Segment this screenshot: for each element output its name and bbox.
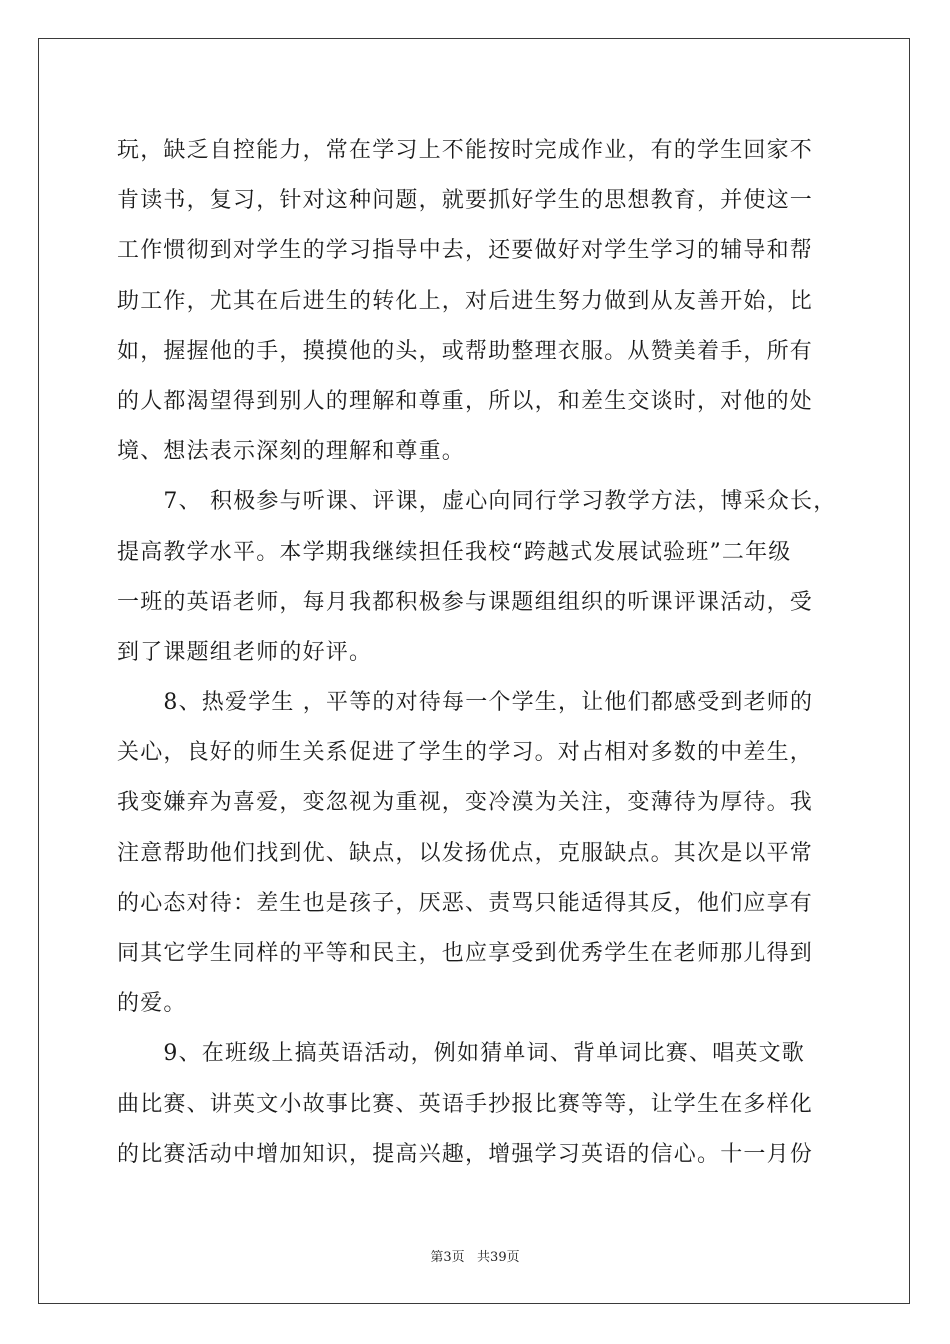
text-line: 的心态对待：差生也是孩子，厌恶、责骂只能适得其反，他们应享有: [117, 890, 814, 916]
text-line: 提高教学水平。本学期我继续担任我校“跨越式发展试验班”二年级: [117, 539, 792, 565]
text-line: 的人都渴望得到别人的理解和尊重，所以，和差生交谈时，对他的处: [117, 388, 814, 414]
text-line: 到了课题组老师的好评。: [117, 639, 373, 665]
document-body: [117, 126, 835, 1180]
text-line: 如，握握他的手，摸摸他的头，或帮助整理衣服。从赞美着手，所有: [117, 338, 814, 364]
text-line: 境、想法表示深刻的理解和尊重。: [117, 439, 466, 465]
text-line: 工作惯彻到对学生的学习指导中去，还要做好对学生学习的辅导和帮: [117, 238, 814, 264]
page-number: 第3页 共39页: [430, 1250, 520, 1265]
text-line: 的爱。: [117, 991, 187, 1017]
text-line: 注意帮助他们找到优、缺点，以发扬优点，克服缺点。其次是以平常: [117, 840, 814, 866]
page-footer: [0, 1246, 950, 1265]
text-line: 肯读书，复习，针对这种问题，就要抓好学生的思想教育，并使这一: [117, 188, 814, 214]
text-line: 9、在班级上搞英语活动，例如猜单词、背单词比赛、唱英文歌: [117, 1041, 805, 1067]
text-line: 的比赛活动中增加知识，提高兴趣，增强学习英语的信心。十一月份: [117, 1141, 814, 1167]
text-line: 7、 积极参与听课、评课，虚心向同行学习教学方法，博采众长，: [117, 489, 837, 515]
text-line: 8、热爱学生 ，平等的对待每一个学生，让他们都感受到老师的: [117, 690, 814, 716]
text-line: 曲比赛、讲英文小故事比赛、英语手抄报比赛等等，让学生在多样化: [117, 1091, 814, 1117]
text-line: 一班的英语老师，每月我都积极参与课题组组织的听课评课活动，受: [117, 589, 814, 615]
text-line: 助工作，尤其在后进生的转化上，对后进生努力做到从友善开始，比: [117, 288, 814, 314]
text-line: 关心，良好的师生关系促进了学生的学习。对占相对多数的中差生，: [117, 740, 814, 766]
text-line: 玩，缺乏自控能力，常在学习上不能按时完成作业，有的学生回家不: [117, 138, 814, 163]
text-line: 我变嫌弃为喜爱，变忽视为重视，变冷漠为关注，变薄待为厚待。我: [117, 790, 814, 816]
text-line: 同其它学生同样的平等和民主，也应享受到优秀学生在老师那儿得到: [117, 941, 814, 966]
